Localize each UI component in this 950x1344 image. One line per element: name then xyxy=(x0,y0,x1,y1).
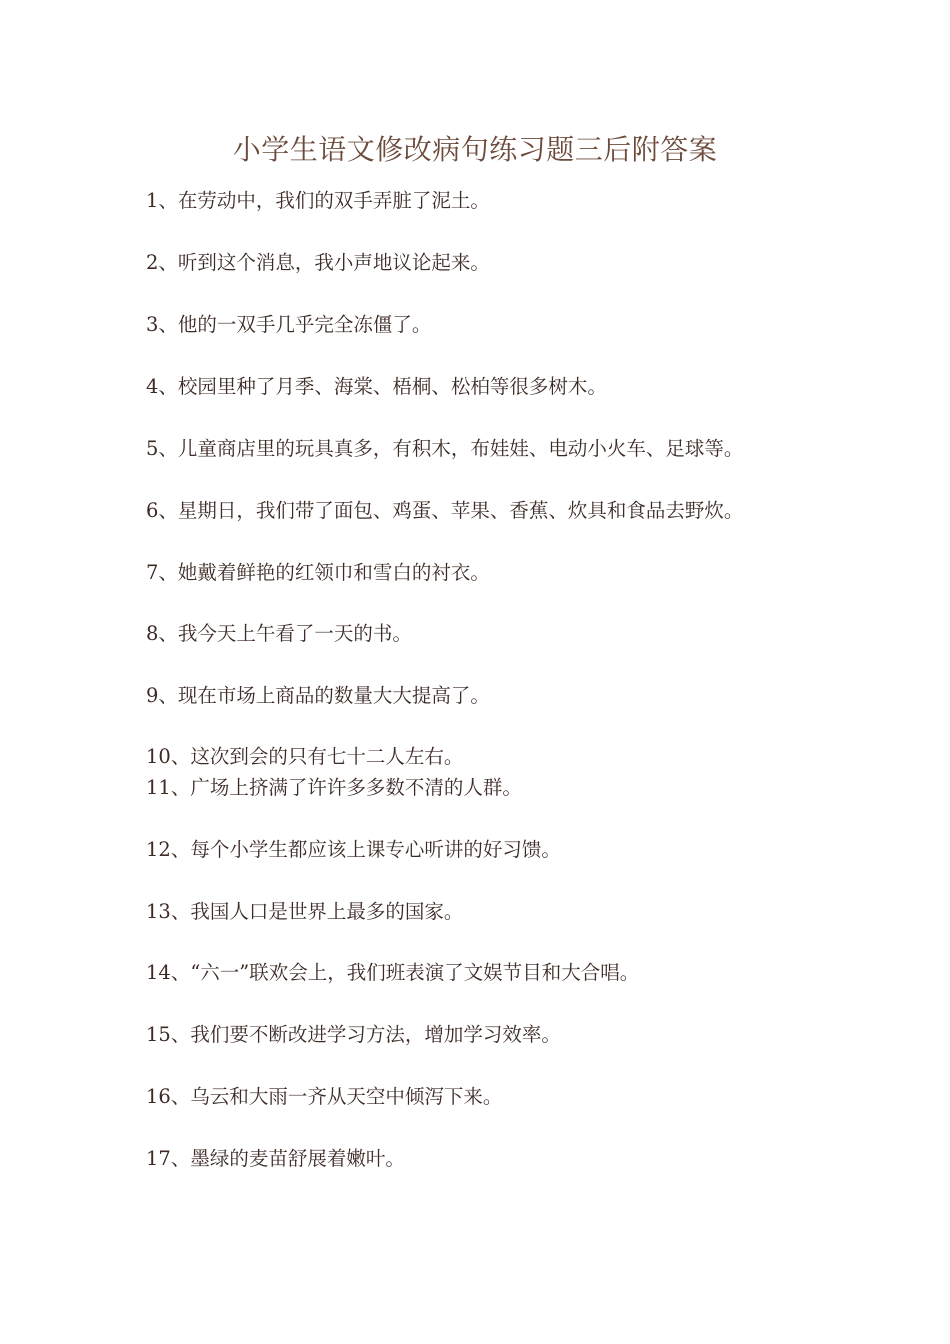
exercise-item-13: 13、我国人口是世界上最多的国家。 xyxy=(146,900,464,923)
exercise-item-12: 12、每个小学生都应该上课专心听讲的好习馈。 xyxy=(146,838,561,861)
exercise-item-5: 5、儿童商店里的玩具真多，有积木，布娃娃、电动小火车、足球等。 xyxy=(146,437,744,460)
exercise-item-16: 16、乌云和大雨一齐从天空中倾泻下来。 xyxy=(146,1085,503,1108)
exercise-item-14: 14、“六一”联欢会上，我们班表演了文娱节目和大合唱。 xyxy=(146,961,640,984)
exercise-item-6: 6、星期日，我们带了面包、鸡蛋、苹果、香蕉、炊具和食品去野炊。 xyxy=(146,499,744,522)
exercise-item-9: 9、现在市场上商品的数量大大提高了。 xyxy=(146,684,490,707)
exercise-item-3: 3、他的一双手几乎完全冻僵了。 xyxy=(146,313,432,336)
exercise-item-17: 17、墨绿的麦苗舒展着嫩叶。 xyxy=(146,1147,405,1170)
exercise-item-2: 2、听到这个消息，我小声地议论起来。 xyxy=(146,251,490,274)
exercise-item-4: 4、校园里种了月季、海棠、梧桐、松柏等很多树木。 xyxy=(146,375,607,398)
exercise-item-7: 7、她戴着鲜艳的红领巾和雪白的衬衣。 xyxy=(146,561,490,584)
document-title: 小学生语文修改病句练习题三后附答案 xyxy=(232,133,718,166)
exercise-item-10: 10、这次到会的只有七十二人左右。 xyxy=(146,745,464,768)
exercise-item-8: 8、我今天上午看了一天的书。 xyxy=(146,622,412,645)
exercise-item-11: 11、广场上挤满了许许多多数不清的人群。 xyxy=(146,776,522,799)
exercise-item-1: 1、在劳动中，我们的双手弄脏了泥土。 xyxy=(146,189,490,212)
exercise-item-15: 15、我们要不断改进学习方法，增加学习效率。 xyxy=(146,1023,561,1046)
